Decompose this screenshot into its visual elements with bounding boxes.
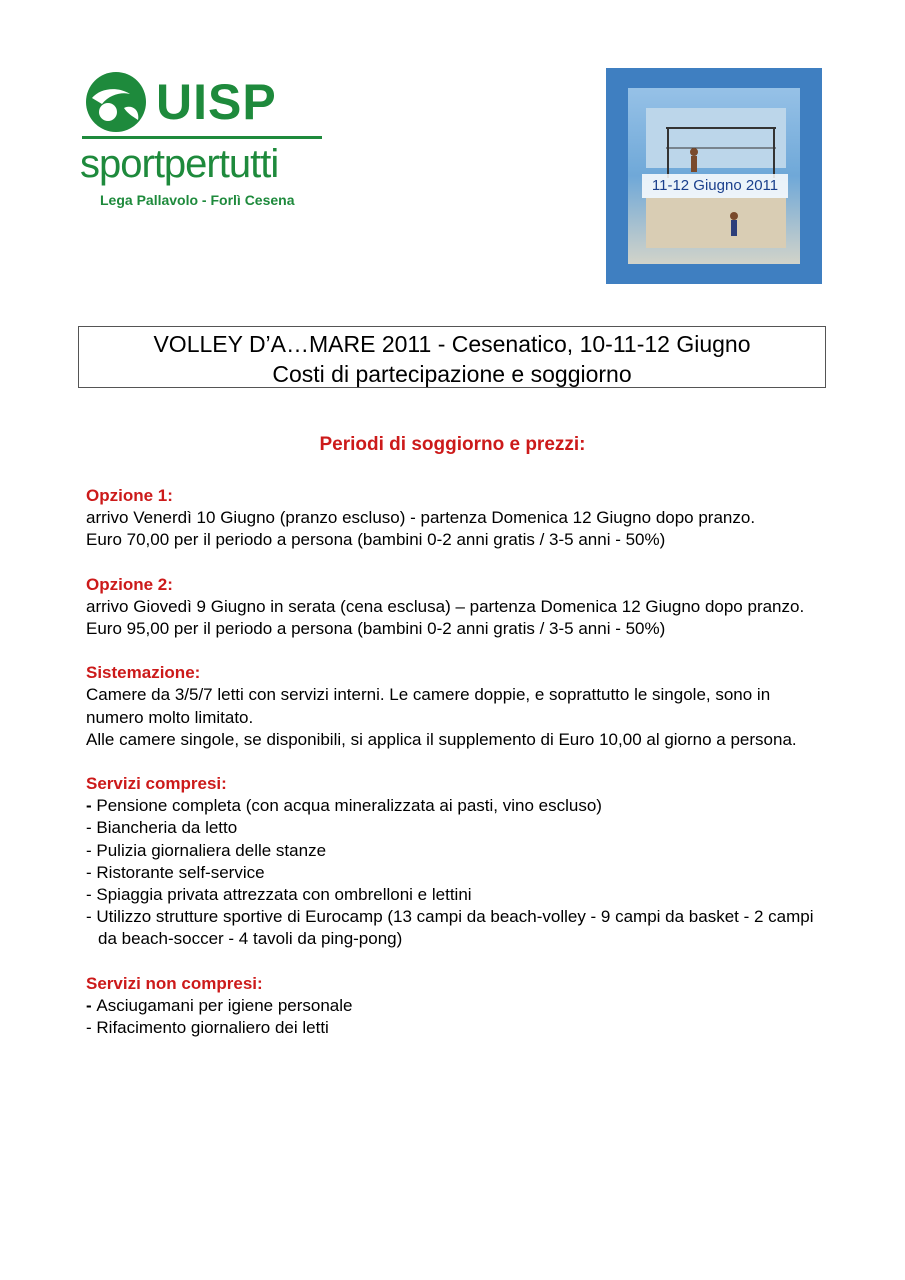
list-item: - Spiaggia privata attrezzata con ombrelloni e lettini [86, 885, 472, 905]
uisp-logo [78, 68, 328, 218]
brand-subtitle: Lega Pallavolo - Forlì Cesena [100, 192, 295, 208]
list-item: - Ristorante self-service [86, 862, 265, 882]
opzione-1-line1: arrivo Venerdì 10 Giugno (pranzo escluso) - partenza Domenica 12 Giugno dopo pranzo. [86, 508, 756, 528]
servizi-compresi-title: Servizi compresi: [86, 774, 227, 794]
opzione-1 [86, 485, 826, 552]
list-item: - Biancheria da letto [86, 818, 238, 838]
event-photo [606, 68, 822, 284]
opzione-2-title: Opzione 2: [86, 574, 173, 594]
opzione-1-line2: Euro 70,00 per il periodo a persona (bambini 0-2 anni gratis / 3-5 anni - 50%) [86, 530, 666, 550]
list-item: - Asciugamani per igiene personale [86, 995, 353, 1015]
document-subtitle: Costi di partecipazione e soggiorno [272, 361, 632, 387]
servizi-non-compresi [86, 973, 826, 1040]
servizi-non-compresi-title: Servizi non compresi: [86, 973, 263, 993]
title-box [78, 326, 826, 388]
event-date-badge: 11-12 Giugno 2011 [642, 174, 788, 198]
sistemazione [86, 662, 826, 751]
list-item: - Rifacimento giornaliero dei letti [86, 1018, 329, 1038]
brand-name: UISP [156, 74, 277, 130]
sistemazione-p2: Alle camere singole, se disponibili, si applica il supplemento di Euro 10,00 al giorno a persona. [86, 729, 797, 749]
sistemazione-title: Sistemazione: [86, 663, 201, 683]
document-body [86, 485, 826, 1061]
document-title: VOLLEY D’A…MARE 2011 - Cesenatico, 10-11-12 Giugno [153, 331, 751, 357]
list-item: - Utilizzo strutture sportive di Eurocamp (13 campi da beach-volley - 9 campi da basket - 2 campi da beach-soccer - 4 tavoli da ping-pong) [86, 907, 814, 949]
list-item: - Pensione completa (con acqua mineralizzata ai pasti, vino escluso) [86, 796, 602, 816]
opzione-2-text: arrivo Giovedì 9 Giugno in serata (cena esclusa) – partenza Domenica 12 Giugno dopo pranzo. Euro 95,00 per il periodo a persona (bambini 0-2 anni gratis / 3-5 anni - 50%) [86, 596, 805, 639]
brand-tagline: sportpertutti [80, 142, 279, 186]
uisp-emblem-icon [78, 68, 156, 134]
list-item: - Pulizia giornaliera delle stanze [86, 840, 327, 860]
sistemazione-p1: Camere da 3/5/7 letti con servizi interni. Le camere doppie, e soprattutto le singole, sono in numero molto limitato. [86, 685, 771, 727]
opzione-2 [86, 574, 826, 641]
opzione-1-title: Opzione 1: [86, 486, 173, 505]
section-heading: Periodi di soggiorno e prezzi: [319, 434, 586, 455]
servizi-compresi [86, 773, 826, 951]
